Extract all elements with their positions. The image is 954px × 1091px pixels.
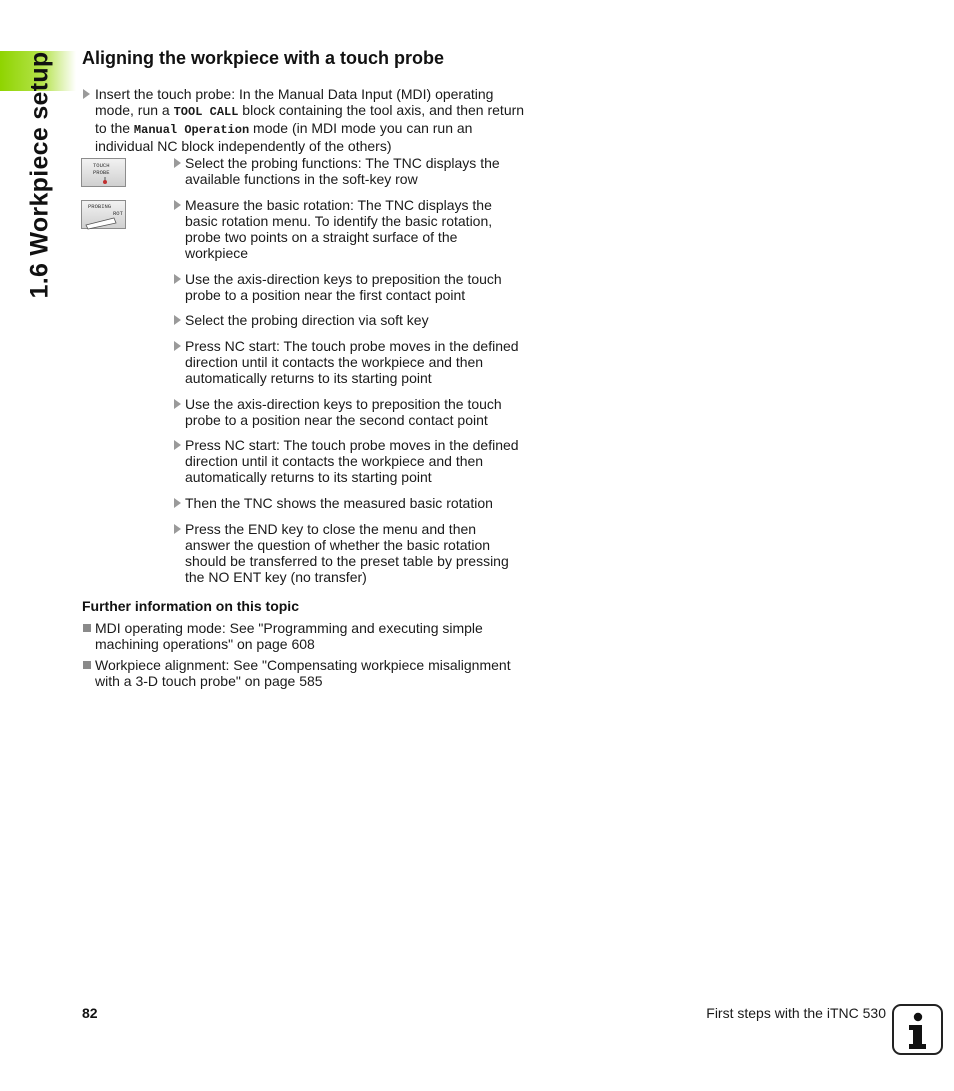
info-glyph: [894, 1006, 941, 1053]
code-manual-operation: Manual Operation: [133, 123, 250, 137]
bullet-arrow-icon: [83, 89, 90, 99]
bullet-arrow-icon: [174, 440, 181, 450]
page-number: 82: [82, 1005, 98, 1021]
intro-line: Insert the touch probe: In the Manual Data Input (MDI) operating: [95, 86, 494, 102]
intro-line: to the Manual Operation mode (in MDI mode you can run an: [95, 120, 473, 137]
bullet-square-icon: [83, 661, 91, 669]
step-item: Press NC start: The touch probe moves in the defined direction until it contacts the workpiece and then automatically returns to its starting point: [185, 338, 519, 386]
info-icon: [892, 1004, 943, 1055]
rotated-workpiece-icon: [82, 201, 127, 230]
intro-line: individual NC block independently of the others): [95, 138, 392, 154]
bullet-square-icon: [83, 624, 91, 632]
section-heading: Aligning the workpiece with a touch probe: [82, 48, 445, 68]
step-item: Press NC start: The touch probe moves in the defined direction until it contacts the workpiece and then automatically returns to its starting point: [185, 437, 519, 485]
bullet-arrow-icon: [174, 498, 181, 508]
further-info-item: MDI operating mode: See "Programming and executing simple machining operations" on page 608: [95, 620, 483, 652]
further-info-item: Workpiece alignment: See "Compensating workpiece misalignment with a 3-D touch probe" on page 585: [95, 657, 511, 689]
code-tool-call: TOOL CALL: [173, 105, 239, 119]
step-item: Use the axis-direction keys to preposition the touch probe to a position near the second contact point: [185, 396, 502, 428]
chapter-title: 1.6 Workpiece setup: [25, 51, 54, 299]
bullet-arrow-icon: [174, 341, 181, 351]
bullet-arrow-icon: [174, 274, 181, 284]
touch-probe-softkey: TOUCH PROBE: [81, 158, 126, 187]
probe-icon: [82, 159, 127, 188]
step-item: Use the axis-direction keys to preposition the touch probe to a position near the first contact point: [185, 271, 502, 303]
step-item: Press the END key to close the menu and then answer the question of whether the basic rotation should be transferred to the preset table by pressing the NO ENT key (no transfer): [185, 521, 509, 585]
bullet-arrow-icon: [174, 315, 181, 325]
footer-title: First steps with the iTNC 530: [706, 1005, 886, 1021]
probing-rot-softkey: PROBING ROT: [81, 200, 126, 229]
step-item: Select the probing functions: The TNC displays the available functions in the soft-key row: [185, 155, 500, 187]
bullet-arrow-icon: [174, 524, 181, 534]
intro-line: mode, run a TOOL CALL block containing the tool axis, and then return: [95, 102, 525, 119]
further-info-heading: Further information on this topic: [82, 598, 299, 614]
step-item: Measure the basic rotation: The TNC displays the basic rotation menu. To identify the basic rotation, probe two points on a straight surface of the workpiece: [185, 197, 493, 261]
bullet-arrow-icon: [174, 158, 181, 168]
step-item: Then the TNC shows the measured basic rotation: [185, 495, 493, 511]
intro-paragraph: [95, 86, 535, 154]
bullet-arrow-icon: [174, 200, 181, 210]
step-item: Select the probing direction via soft key: [185, 312, 429, 328]
bullet-arrow-icon: [174, 399, 181, 409]
